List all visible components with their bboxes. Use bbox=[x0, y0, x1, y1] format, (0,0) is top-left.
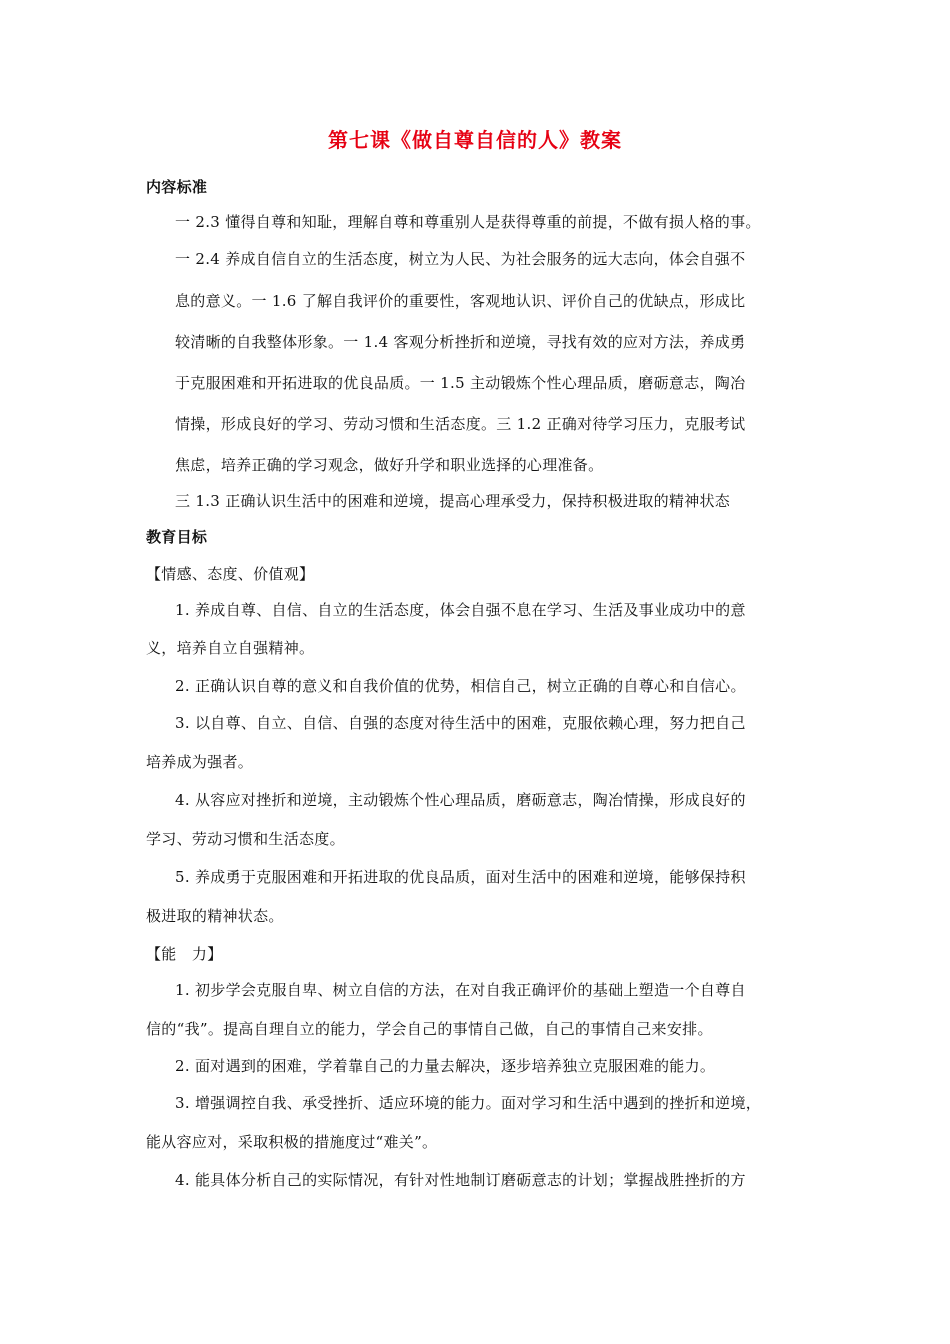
section-heading-education-goal: 教育目标 bbox=[146, 528, 208, 546]
section-heading-content-standard: 内容标准 bbox=[146, 178, 208, 196]
list-item-line: 1. 养成自尊、自信、自立的生活态度，体会自强不息在学习、生活及事业成功中的意 bbox=[175, 601, 746, 619]
list-item-line: 极进取的精神状态。 bbox=[146, 907, 284, 925]
paragraph-line: 于克服困难和开拓进取的优良品质。一 1.5 主动锻炼个性心理品质，磨砺意志，陶冶 bbox=[175, 374, 746, 392]
list-item-line: 学习、劳动习惯和生活态度。 bbox=[146, 830, 345, 848]
paragraph-line: 一 2.3 懂得自尊和知耻，理解自尊和尊重别人是获得尊重的前提，不做有损人格的事。 bbox=[175, 213, 761, 231]
paragraph-line: 情操，形成良好的学习、劳动习惯和生活态度。三 1.2 正确对待学习压力，克服考试 bbox=[175, 415, 746, 433]
list-item-line: 2. 正确认识自尊的意义和自我价值的优势，相信自己，树立正确的自尊心和自信心。 bbox=[175, 677, 746, 695]
subsection-heading-ability: 【能 力】 bbox=[146, 945, 223, 963]
paragraph-line: 三 1.3 正确认识生活中的困难和逆境，提高心理承受力，保持积极进取的精神状态 bbox=[175, 492, 731, 510]
paragraph-line: 较清晰的自我整体形象。一 1.4 客观分析挫折和逆境，寻找有效的应对方法，养成勇 bbox=[175, 333, 746, 351]
paragraph-line: 息的意义。一 1.6 了解自我评价的重要性，客观地认识、评价自己的优缺点，形成比 bbox=[175, 292, 746, 310]
list-item-line: 5. 养成勇于克服困难和开拓进取的优良品质，面对生活中的困难和逆境，能够保持积 bbox=[175, 868, 746, 886]
list-item-line: 1. 初步学会克服自卑、树立自信的方法，在对自我正确评价的基础上塑造一个自尊自 bbox=[175, 981, 746, 999]
list-item-line: 3. 以自尊、自立、自信、自强的态度对待生活中的困难，克服依赖心理，努力把自己 bbox=[175, 714, 746, 732]
document-title: 第七课《做自尊自信的人》教案 bbox=[328, 128, 622, 152]
list-item-line: 能从容应对，采取积极的措施度过“难关”。 bbox=[146, 1133, 438, 1151]
paragraph-line: 一 2.4 养成自信自立的生活态度，树立为人民、为社会服务的远大志向，体会自强不 bbox=[175, 250, 746, 268]
list-item-line: 义，培养自立自强精神。 bbox=[146, 639, 315, 657]
list-item-line: 信的“我”。提高自理自立的能力，学会自己的事情自己做，自己的事情自己来安排。 bbox=[146, 1020, 713, 1038]
subsection-heading-emotion: 【情感、态度、价值观】 bbox=[146, 565, 315, 583]
paragraph-line: 焦虑，培养正确的学习观念，做好升学和职业选择的心理准备。 bbox=[175, 456, 604, 474]
list-item-line: 培养成为强者。 bbox=[146, 753, 254, 771]
list-item-line: 4. 能具体分析自己的实际情况，有针对性地制订磨砺意志的计划；掌握战胜挫折的方 bbox=[175, 1171, 746, 1189]
list-item-line: 4. 从容应对挫折和逆境，主动锻炼个性心理品质，磨砺意志，陶冶情操，形成良好的 bbox=[175, 791, 746, 809]
list-item-line: 3. 增强调控自我、承受挫折、适应环境的能力。面对学习和生活中遇到的挫折和逆境， bbox=[175, 1094, 762, 1112]
list-item-line: 2. 面对遇到的困难，学着靠自己的力量去解决，逐步培养独立克服困难的能力。 bbox=[175, 1057, 716, 1075]
